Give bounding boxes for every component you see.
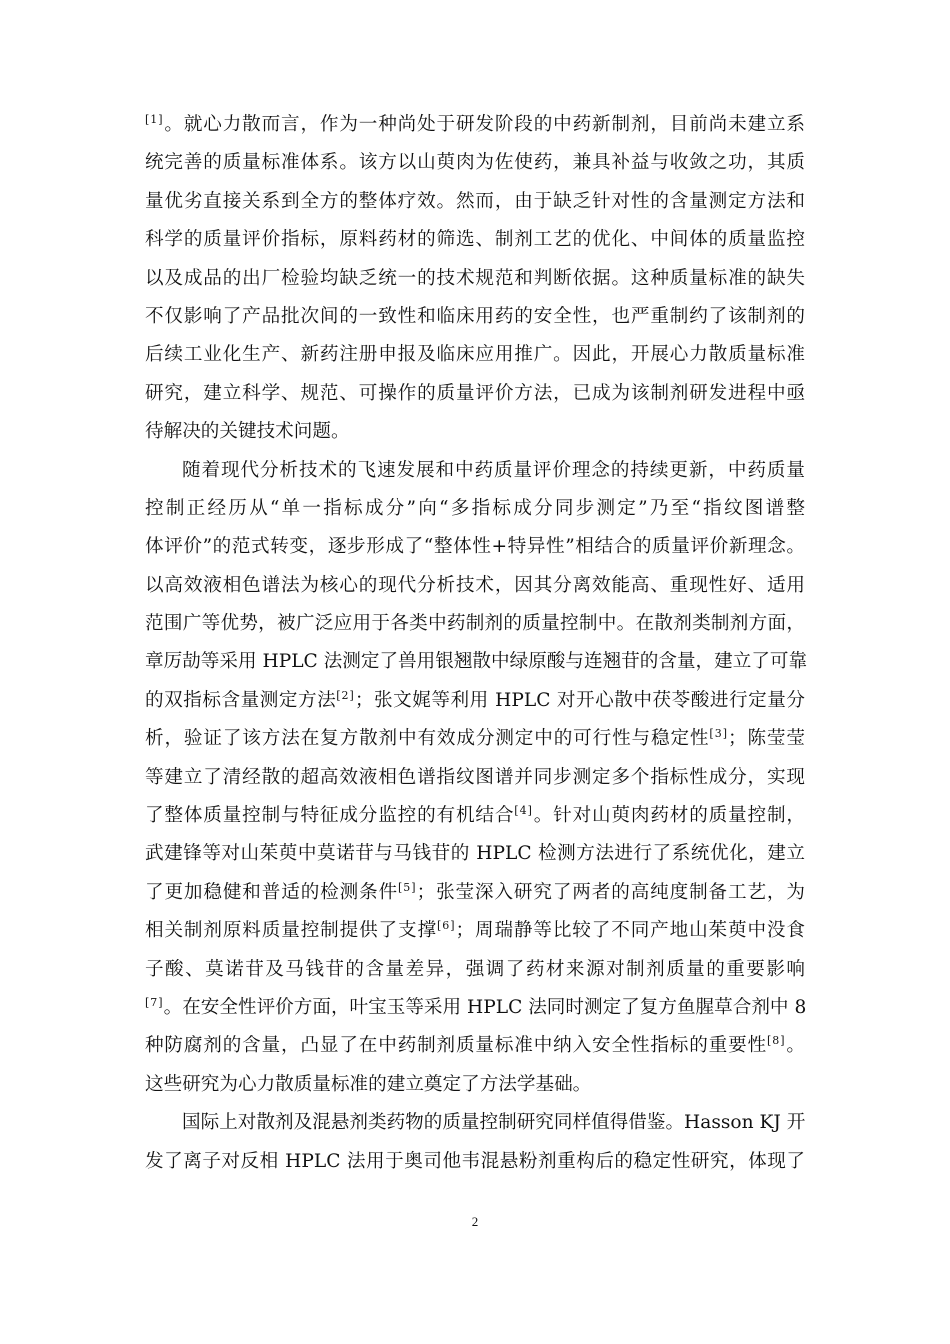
line-text: 待解决的关键技术问题。: [145, 421, 350, 443]
citation: [8]: [766, 1034, 786, 1048]
line-text: 的双指标含量测定方法: [145, 689, 337, 711]
text-line: [145, 336, 805, 374]
text-line: [145, 643, 808, 681]
text-line: [145, 1104, 805, 1142]
citation: [4]: [514, 804, 533, 818]
line-text: 武建锋等对山茱萸中莫诺苷与马钱苷的 HPLC 检测方法进行了系统优化，建立: [145, 843, 805, 865]
line-text: 相关制剂原料质量控制提供了支撑: [145, 920, 437, 942]
line-text: 控制正经历从“单一指标成分”向“多指标成分同步测定”乃至“指纹图谱整: [145, 497, 805, 519]
line-text-after: 。: [785, 1035, 805, 1057]
text-line: [145, 183, 805, 221]
line-text: 量优劣直接关系到全方的整体疗效。然而，由于缺乏针对性的含量测定方法和: [145, 190, 805, 212]
line-text: 后续工业化生产、新药注册申报及临床应用推广。因此，开展心力散质量标准: [145, 344, 805, 366]
text-line: [145, 106, 805, 144]
line-text: 章厉劼等采用 HPLC 法测定了兽用银翘散中绿原酸与连翘苷的含量，建立了可靠: [145, 651, 808, 673]
citation: [1]: [145, 113, 164, 126]
text-line: [145, 835, 805, 873]
line-text: 析，验证了该方法在复方散剂中有效成分测定中的可行性与稳定性: [145, 728, 710, 750]
line-text-after: ；张文娓等利用 HPLC 对开心散中茯苓酸进行定量分: [354, 689, 805, 711]
text-line: [145, 682, 805, 720]
text-line: [145, 567, 805, 605]
line-text: 以及成品的出厂检验均缺乏统一的技术规范和判断依据。这种质量标准的缺失: [145, 267, 805, 289]
line-text-after: 。针对山萸肉药材的质量控制，: [532, 805, 805, 827]
text-line: [145, 951, 805, 989]
text-line: [145, 452, 805, 490]
citation: [2]: [336, 688, 355, 702]
line-text: 国际上对散剂及混悬剂类药物的质量控制研究同样值得借鉴。Hasson KJ 开: [182, 1112, 806, 1134]
text-line: [145, 375, 805, 413]
body-text: [145, 106, 808, 1181]
citation: [3]: [709, 727, 728, 741]
text-line: [145, 720, 805, 758]
line-text: 随着现代分析技术的飞速发展和中药质量评价理念的持续更新，中药质量: [182, 459, 805, 481]
line-text-after: ；张莹深入研究了两者的高纯度制备工艺，为: [416, 881, 805, 903]
text-line: [145, 912, 805, 950]
line-text: 统完善的质量标准体系。该方以山萸肉为佐使药，兼具补益与收敛之功，其质: [145, 152, 805, 174]
text-line: [145, 144, 805, 182]
line-text: 发了离子对反相 HPLC 法用于奥司他韦混悬粉剂重构后的稳定性研究，体现了: [145, 1150, 805, 1172]
text-line: [145, 797, 805, 835]
line-text: 以高效液相色谱法为核心的现代分析技术，因其分离效能高、重现性好、适用: [145, 574, 805, 596]
text-line: [145, 221, 805, 259]
line-text: 等建立了清经散的超高效液相色谱指纹图谱并同步测定多个指标性成分，实现: [145, 766, 805, 788]
line-text: 了整体质量控制与特征成分监控的有机结合: [145, 805, 515, 827]
text-line: [145, 605, 805, 643]
line-text-after: ；周瑞静等比较了不同产地山茱萸中没食: [455, 920, 805, 942]
line-text: 这些研究为心力散质量标准的建立奠定了方法学基础。: [145, 1073, 592, 1095]
citation: [7]: [145, 995, 164, 1009]
text-line: [145, 989, 805, 1027]
line-text: 种防腐剂的含量，凸显了在中药制剂质量标准中纳入安全性指标的重要性: [145, 1035, 767, 1057]
text-line: [145, 528, 805, 566]
line-text: 研究，建立科学、规范、可操作的质量评价方法，已成为该制剂研发进程中亟: [145, 382, 805, 404]
line-text: 。就心力散而言，作为一种尚处于研发阶段的中药新制剂，目前尚未建立系: [163, 114, 805, 135]
line-text-after: ；陈莹莹: [728, 728, 805, 750]
text-line: [145, 490, 805, 528]
text-line: [145, 413, 805, 451]
line-text: 体评价”的范式转变，逐步形成了“整体性+特异性”相结合的质量评价新理念。: [145, 536, 805, 558]
line-text: 子酸、莫诺苷及马钱苷的含量差异，强调了药材来源对制剂质量的重要影响: [145, 958, 805, 980]
text-line: [145, 1066, 805, 1104]
line-text: 不仅影响了产品批次间的一致性和临床用药的安全性，也严重制约了该制剂的: [145, 305, 805, 327]
line-text: 了更加稳健和普适的检测条件: [145, 881, 399, 903]
text-line: [145, 759, 805, 797]
text-line: [145, 874, 805, 912]
page-number: 2: [471, 1214, 479, 1229]
line-text: 科学的质量评价指标，原料药材的筛选、制剂工艺的优化、中间体的质量监控: [145, 229, 805, 251]
citation: [6]: [436, 919, 456, 933]
text-line: [145, 298, 805, 336]
text-line: [145, 260, 805, 298]
line-text: 范围广等优势，被广泛应用于各类中药制剂的质量控制中。在散剂类制剂方面，: [145, 613, 805, 635]
text-line: [145, 1143, 805, 1181]
line-text: 。在安全性评价方面，叶宝玉等采用 HPLC 法同时测定了复方鱼腥草合剂中 8: [163, 996, 807, 1018]
citation: [5]: [398, 880, 417, 894]
text-line: [145, 1027, 805, 1065]
